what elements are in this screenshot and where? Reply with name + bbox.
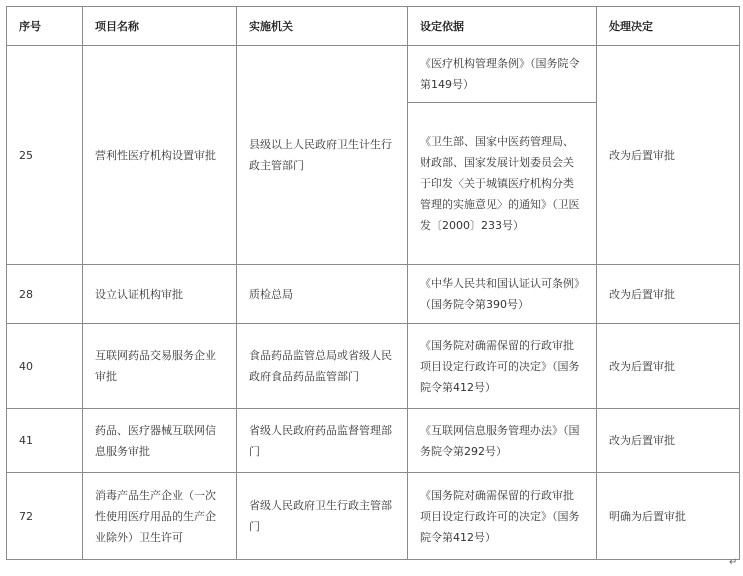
cell-basis: 《卫生部、国家中医药管理局、财政部、国家发展计划委员会关于印发〈关于城镇医疗机构分类管理的实施意见〉的通知》（卫医发〔2000〕233号） xyxy=(408,103,597,265)
cell-decision: 改为后置审批 xyxy=(597,324,740,409)
cell-decision: 改为后置审批 xyxy=(597,46,740,265)
cell-no: 41 xyxy=(7,409,83,473)
cell-basis: 《医疗机构管理条例》（国务院令第149号） xyxy=(408,46,597,103)
header-project-name: 项目名称 xyxy=(83,7,237,46)
cell-project-name: 设立认证机构审批 xyxy=(83,265,237,324)
cell-decision: 改为后置审批 xyxy=(597,265,740,324)
header-agency: 实施机关 xyxy=(237,7,408,46)
cell-project-name: 互联网药品交易服务企业审批 xyxy=(83,324,237,409)
header-decision: 处理决定 xyxy=(597,7,740,46)
cell-basis: 《中华人民共和国认证认可条例》（国务院令第390号） xyxy=(408,265,597,324)
table-row xyxy=(7,265,740,324)
cell-basis: 《国务院对确需保留的行政审批项目设定行政许可的决定》（国务院令第412号） xyxy=(408,473,597,560)
header-no: 序号 xyxy=(7,7,83,46)
cell-basis: 《国务院对确需保留的行政审批项目设定行政许可的决定》（国务院令第412号） xyxy=(408,324,597,409)
cell-agency: 省级人民政府药品监督管理部门 xyxy=(237,409,408,473)
cell-agency: 县级以上人民政府卫生计生行政主管部门 xyxy=(237,46,408,265)
cell-decision: 改为后置审批 xyxy=(597,409,740,473)
paragraph-end-mark: ↵ xyxy=(729,557,738,568)
table-row xyxy=(7,46,740,103)
cell-project-name: 消毒产品生产企业（一次性使用医疗用品的生产企业除外）卫生许可 xyxy=(83,473,237,560)
cell-agency: 食品药品监管总局或省级人民政府食品药品监管部门 xyxy=(237,324,408,409)
cell-no: 40 xyxy=(7,324,83,409)
cell-project-name: 营利性医疗机构设置审批 xyxy=(83,46,237,265)
table-row xyxy=(7,409,740,473)
table-row xyxy=(7,473,740,560)
cell-no: 25 xyxy=(7,46,83,265)
table-row xyxy=(7,324,740,409)
header-basis: 设定依据 xyxy=(408,7,597,46)
cell-decision: 明确为后置审批 xyxy=(597,473,740,560)
approval-items-table xyxy=(6,6,740,560)
cell-agency: 省级人民政府卫生行政主管部门 xyxy=(237,473,408,560)
header-row xyxy=(7,7,740,46)
cell-no: 28 xyxy=(7,265,83,324)
cell-no: 72 xyxy=(7,473,83,560)
cell-agency: 质检总局 xyxy=(237,265,408,324)
cell-project-name: 药品、医疗器械互联网信息服务审批 xyxy=(83,409,237,473)
cell-basis: 《互联网信息服务管理办法》（国务院令第292号） xyxy=(408,409,597,473)
